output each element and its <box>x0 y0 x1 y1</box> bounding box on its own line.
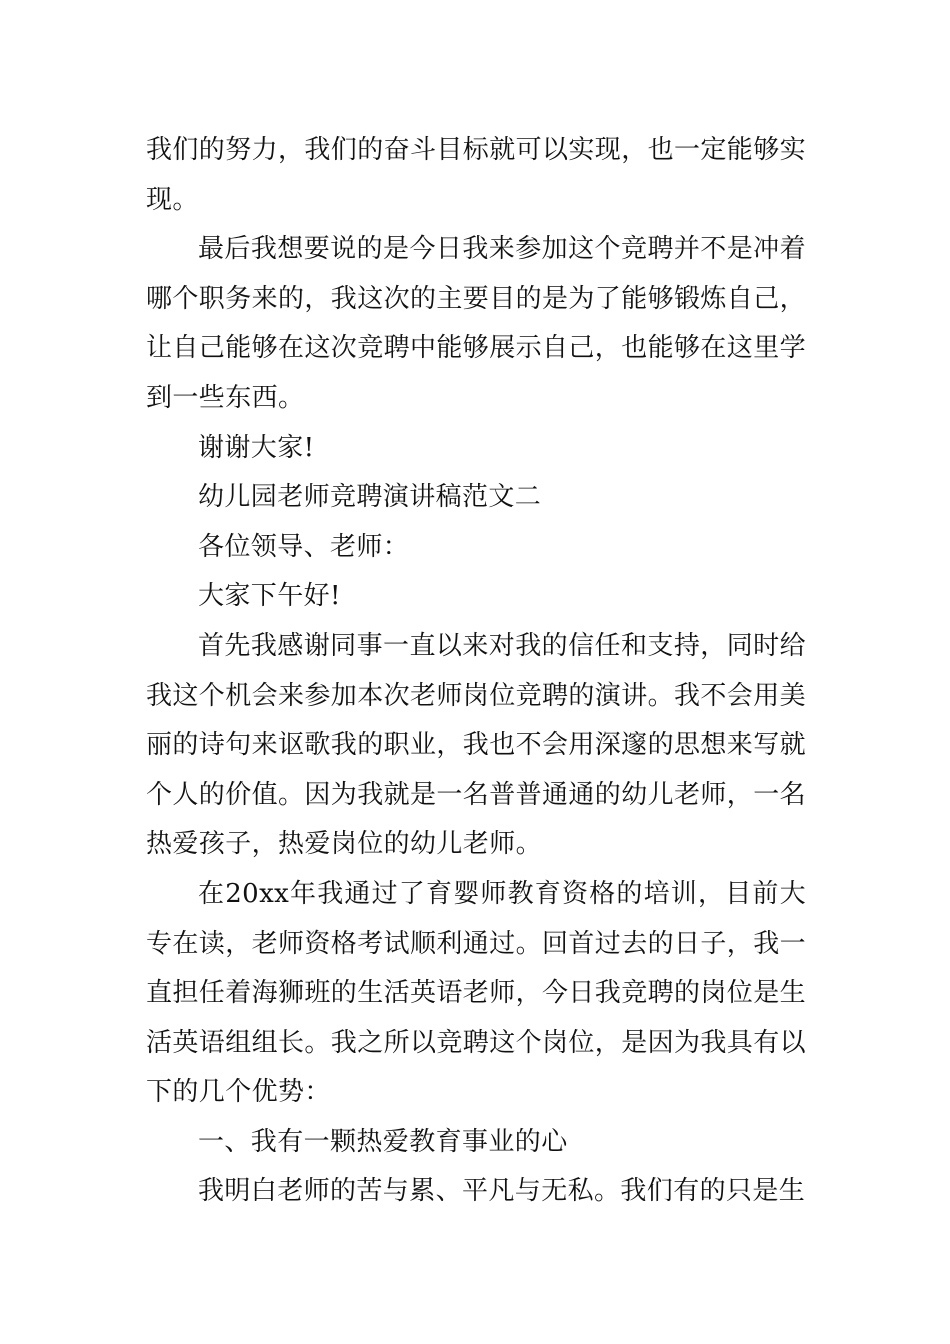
section-title: 幼儿园老师竞聘演讲稿范文二 <box>198 482 542 513</box>
salutation: 各位领导、老师： <box>198 531 410 562</box>
paragraph-continuation: 我们的努力，我们的奋斗目标就可以实现，也一定能够实现。 <box>146 135 807 215</box>
document-body <box>146 126 806 1217</box>
subheading-point-one: 一、我有一颗热爱教育事业的心 <box>198 1126 568 1157</box>
paragraph-background: 在20xx年我通过了育婴师教育资格的培训，目前大专在读，老师资格考试顺利通过。回首过去的日子，我一直担任着海狮班的生活英语老师，今日我竞聘的岗位是生活英语组组长。我之所以竞聘这个岗位，是因为我具有以下的几个优势： <box>146 878 807 1108</box>
greeting: 大家下午好! <box>198 581 341 612</box>
paragraph-closing-remarks: 最后我想要说的是今日我来参加这个竞聘并不是冲着哪个职务来的，我这次的主要目的是为了能够锻炼自己，让自己能够在这次竞聘中能够展示自己，也能够在这里学到一些东西。 <box>146 234 807 413</box>
paragraph-point-one: 我明白老师的苦与累、平凡与无私。我们有的只是生 <box>198 1176 806 1207</box>
paragraph-thanks: 谢谢大家! <box>198 432 315 463</box>
paragraph-intro: 首先我感谢同事一直以来对我的信任和支持，同时给我这个机会来参加本次老师岗位竞聘的演讲。我不会用美丽的诗句来讴歌我的职业，我也不会用深邃的思想来写就个人的价值。因为我就是一名普普通通的幼儿老师，一名热爱孩子，热爱岗位的幼儿老师。 <box>146 630 807 860</box>
